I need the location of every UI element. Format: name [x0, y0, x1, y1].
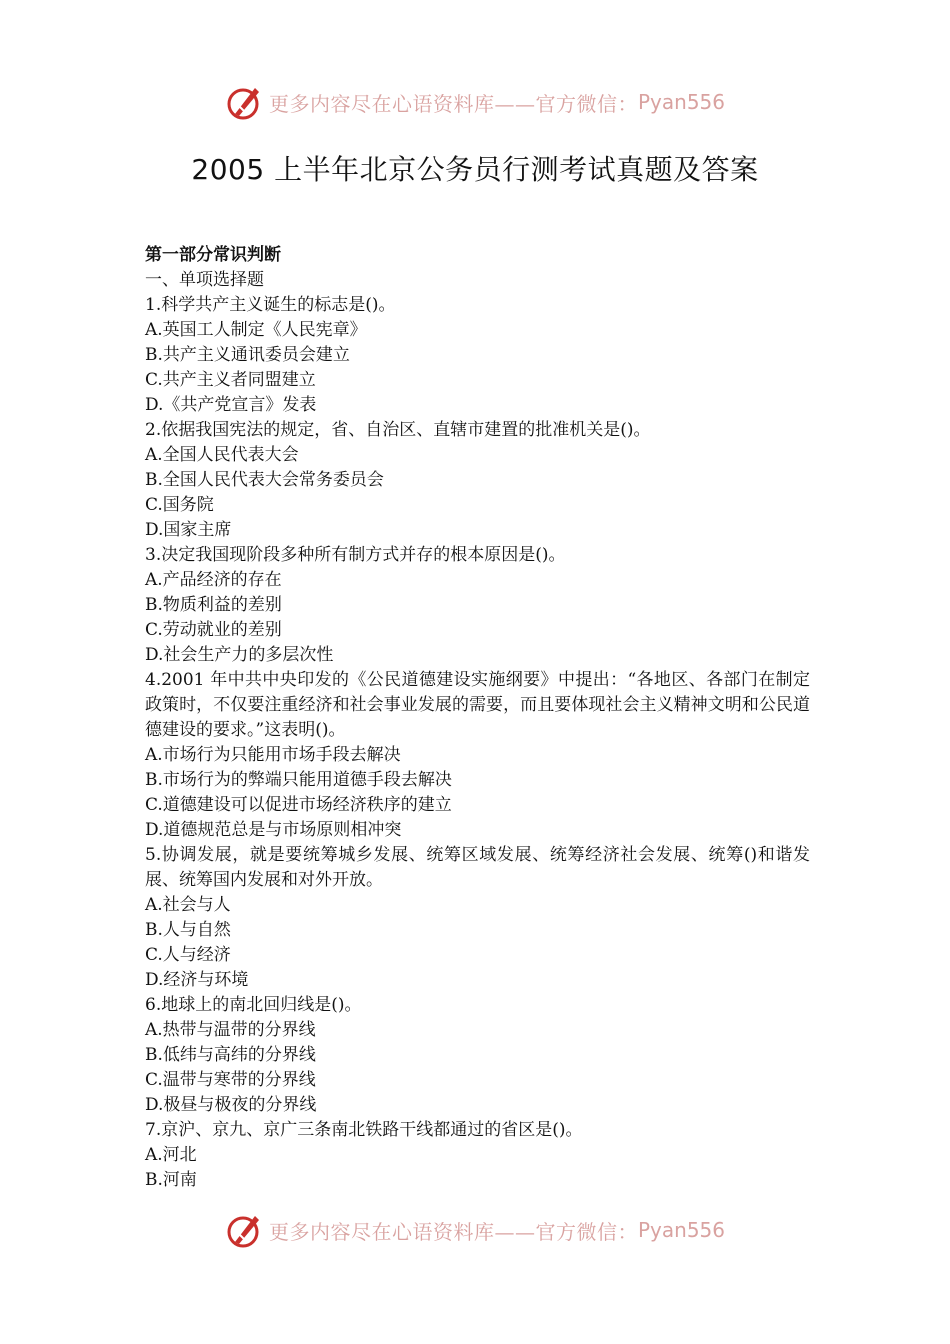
option-b: B.共产主义通讯委员会建立: [145, 345, 350, 365]
option-d: D.社会生产力的多层次性: [145, 645, 334, 665]
option-a: A.河北: [145, 1145, 197, 1165]
option-b: B.全国人民代表大会常务委员会: [145, 470, 384, 490]
question-1: [145, 293, 810, 418]
question-stem: 5.协调发展，就是要统筹城乡发展、统筹区域发展、统筹经济社会发展、统筹()和谐发展、统筹国内发展和对外开放。: [145, 845, 810, 890]
section-heading: 第一部分常识判断: [145, 245, 281, 265]
question-stem: 1.科学共产主义诞生的标志是()。: [145, 295, 396, 315]
pen-nib-logo-icon: [225, 1210, 265, 1250]
option-a: A.热带与温带的分界线: [145, 1020, 316, 1040]
option-c: C.人与经济: [145, 945, 231, 965]
footer-banner: [0, 1208, 950, 1252]
option-d: D.《共产党宣言》发表: [145, 395, 317, 415]
footer-banner-text: 更多内容尽在心语资料库——官方微信：: [268, 1219, 638, 1244]
question-2: [145, 418, 810, 543]
option-b: B.市场行为的弊端只能用道德手段去解决: [145, 770, 452, 790]
header-banner: [0, 80, 950, 124]
option-c: C.道德建设可以促进市场经济秩序的建立: [145, 795, 452, 815]
option-d: D.国家主席: [145, 520, 232, 540]
question-5: [145, 843, 810, 993]
pen-nib-logo-icon: [225, 82, 265, 122]
question-stem: 6.地球上的南北回归线是()。: [145, 995, 362, 1015]
option-b: B.河南: [145, 1170, 197, 1190]
option-a: A.全国人民代表大会: [145, 445, 299, 465]
question-7: [145, 1118, 810, 1193]
option-c: C.温带与寒带的分界线: [145, 1070, 316, 1090]
option-b: B.人与自然: [145, 920, 231, 940]
question-3: [145, 543, 810, 668]
page-title: 2005 上半年北京公务员行测考试真题及答案: [191, 153, 759, 186]
question-4: [145, 668, 810, 843]
header-banner-text: 更多内容尽在心语资料库——官方微信：: [268, 91, 638, 116]
question-stem: 3.决定我国现阶段多种所有制方式并存的根本原因是()。: [145, 545, 566, 565]
option-c: C.劳动就业的差别: [145, 620, 282, 640]
option-a: A.英国工人制定《人民宪章》: [145, 320, 367, 340]
footer-wechat-id: Pyan556: [637, 1218, 725, 1242]
option-b: B.低纬与高纬的分界线: [145, 1045, 316, 1065]
option-d: D.经济与环境: [145, 970, 249, 990]
option-b: B.物质利益的差别: [145, 595, 282, 615]
subsection-heading: 一、单项选择题: [145, 270, 264, 290]
question-stem: 7.京沪、京九、京广三条南北铁路干线都通过的省区是()。: [145, 1120, 583, 1140]
question-stem: 2.依据我国宪法的规定，省、自治区、直辖市建置的批准机关是()。: [145, 420, 651, 440]
header-wechat-id: Pyan556: [637, 90, 725, 114]
option-a: A.市场行为只能用市场手段去解决: [145, 745, 401, 765]
document-body: [145, 243, 810, 1193]
option-c: C.共产主义者同盟建立: [145, 370, 316, 390]
option-d: D.道德规范总是与市场原则相冲突: [145, 820, 402, 840]
question-6: [145, 993, 810, 1118]
option-a: A.产品经济的存在: [145, 570, 282, 590]
question-stem: 4.2001 年中共中央印发的《公民道德建设实施纲要》中提出：“各地区、各部门在制定政策时，不仅要注重经济和社会事业发展的需要，而且要体现社会主义精神文明和公民道德建设的要求。”这表明()。: [145, 670, 810, 740]
option-d: D.极昼与极夜的分界线: [145, 1095, 317, 1115]
option-a: A.社会与人: [145, 895, 231, 915]
option-c: C.国务院: [145, 495, 214, 515]
